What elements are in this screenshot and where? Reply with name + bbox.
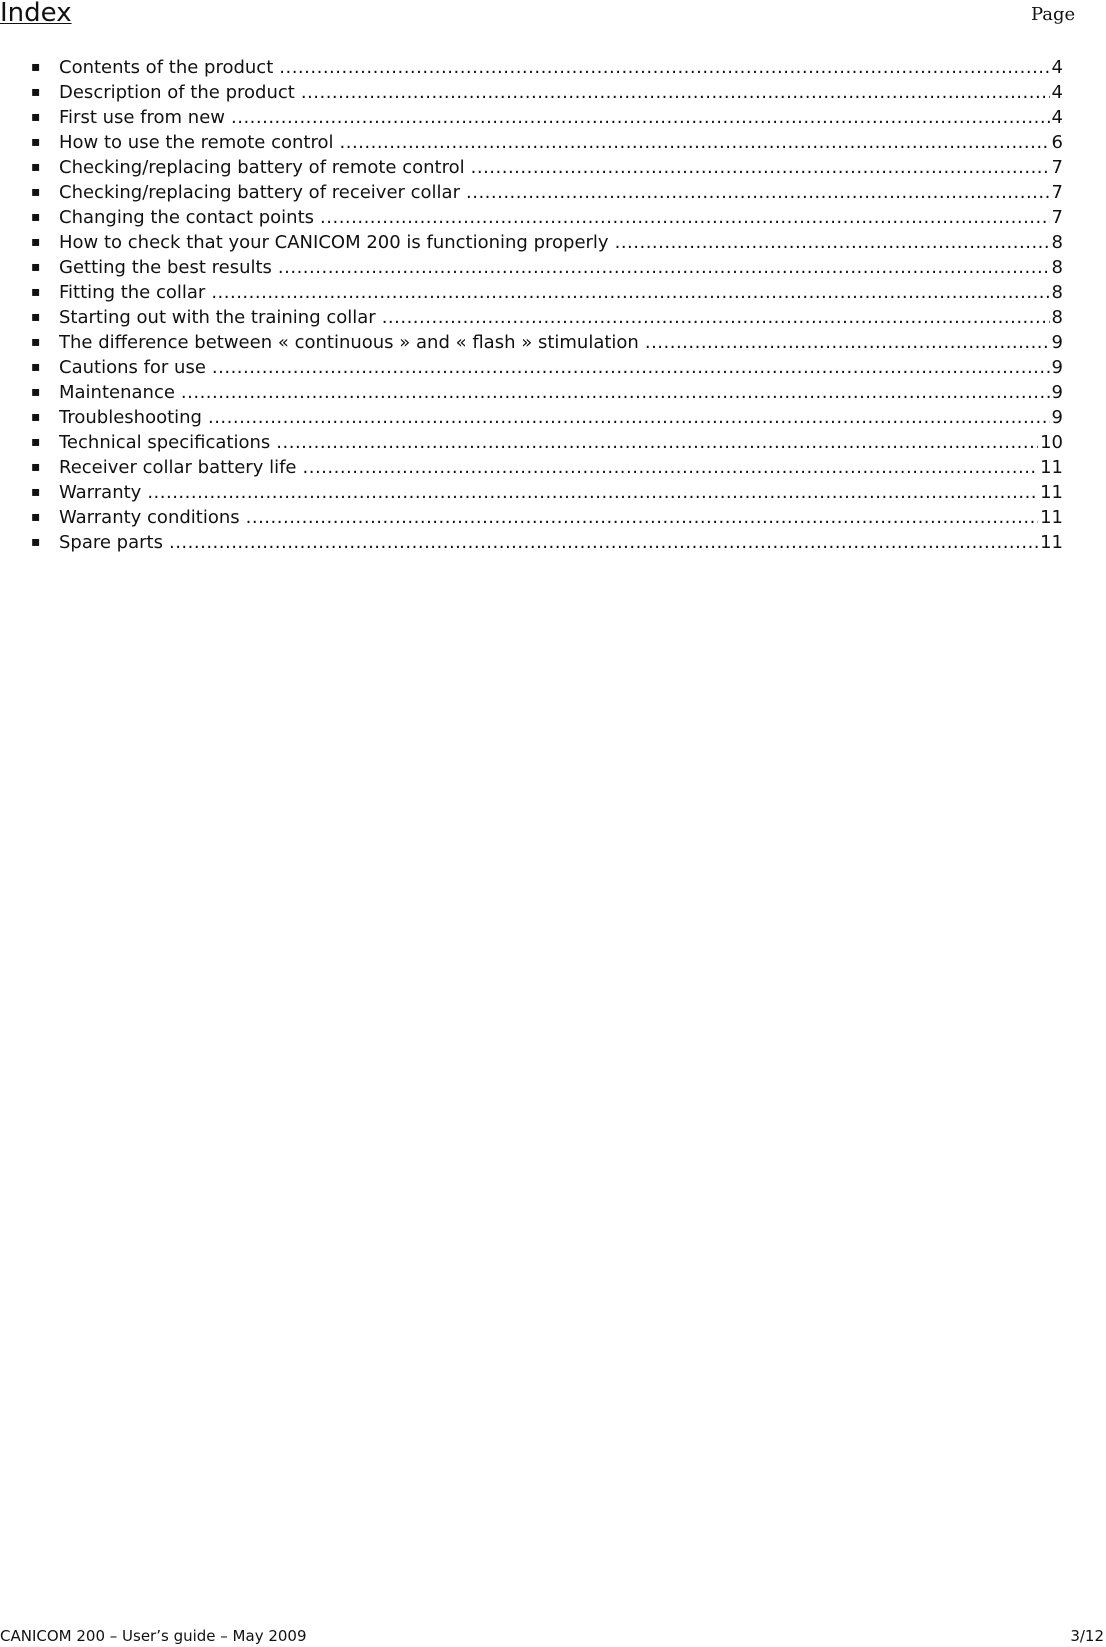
bullet-icon: ▪ xyxy=(31,434,41,450)
bullet-icon: ▪ xyxy=(31,234,41,250)
toc-entry-page[interactable]: 7 xyxy=(1051,207,1063,228)
toc-entry[interactable] xyxy=(0,505,1106,530)
bullet-icon: ▪ xyxy=(31,409,41,425)
bullet-icon: ▪ xyxy=(31,484,41,500)
toc-entry[interactable] xyxy=(0,430,1106,455)
toc-entry[interactable] xyxy=(0,380,1106,405)
toc-entry-page[interactable]: 8 xyxy=(1051,257,1063,278)
toc-entry-label[interactable]: How to use the remote control xyxy=(59,132,334,153)
dot-leader xyxy=(181,380,1050,405)
bullet-icon: ▪ xyxy=(31,534,41,550)
toc-entry[interactable] xyxy=(0,355,1106,380)
dot-leader xyxy=(466,180,1050,205)
toc-entry[interactable] xyxy=(0,530,1106,555)
toc-entry-label[interactable]: Warranty conditions xyxy=(59,507,240,528)
dot-leader xyxy=(246,505,1038,530)
toc-entry[interactable] xyxy=(0,205,1106,230)
dot-leader xyxy=(169,530,1038,555)
bullet-icon: ▪ xyxy=(31,209,41,225)
bullet-icon: ▪ xyxy=(31,359,41,375)
toc-entry[interactable] xyxy=(0,130,1106,155)
bullet-icon: ▪ xyxy=(31,284,41,300)
bullet-icon: ▪ xyxy=(31,459,41,475)
toc-entry-page[interactable]: 7 xyxy=(1051,157,1063,178)
toc-entry-label[interactable]: Cautions for use xyxy=(59,357,206,378)
toc-entry-label[interactable]: Contents of the product xyxy=(59,57,274,78)
dot-leader xyxy=(276,430,1038,455)
toc-entry[interactable] xyxy=(0,55,1106,80)
dot-leader xyxy=(212,355,1050,380)
page-column-label: Page xyxy=(1031,4,1076,25)
toc-entry-label[interactable]: Getting the best results xyxy=(59,257,272,278)
toc-entry-page[interactable]: 4 xyxy=(1051,107,1063,128)
toc-entry-label[interactable]: Troubleshooting xyxy=(59,407,202,428)
page-title: Index xyxy=(0,0,72,28)
bullet-icon: ▪ xyxy=(31,84,41,100)
toc-entry-page[interactable]: 8 xyxy=(1051,232,1063,253)
dot-leader xyxy=(340,130,1050,155)
toc-entry-page[interactable]: 11 xyxy=(1040,507,1063,528)
toc-entry[interactable] xyxy=(0,255,1106,280)
toc-entry[interactable] xyxy=(0,180,1106,205)
toc-entry-page[interactable]: 6 xyxy=(1051,132,1063,153)
dot-leader xyxy=(231,105,1050,130)
dot-leader xyxy=(279,55,1049,80)
bullet-icon: ▪ xyxy=(31,159,41,175)
toc-entry-label[interactable]: Technical specifications xyxy=(59,432,271,453)
table-of-contents xyxy=(0,55,1106,555)
dot-leader xyxy=(278,255,1050,280)
bullet-icon: ▪ xyxy=(31,384,41,400)
bullet-icon: ▪ xyxy=(31,59,41,75)
toc-entry-page[interactable]: 9 xyxy=(1051,357,1063,378)
toc-entry-page[interactable]: 8 xyxy=(1051,307,1063,328)
toc-entry-page[interactable]: 4 xyxy=(1051,57,1063,78)
footer-page-indicator: 3/12 xyxy=(1070,1627,1104,1645)
toc-entry-label[interactable]: Checking/replacing battery of remote control xyxy=(59,157,465,178)
toc-entry-page[interactable]: 9 xyxy=(1051,382,1063,403)
toc-entry[interactable] xyxy=(0,280,1106,305)
toc-entry[interactable] xyxy=(0,230,1106,255)
footer-document-line: CANICOM 200 – User’s guide – May 2009 xyxy=(0,1627,307,1645)
dot-leader xyxy=(303,455,1039,480)
page-footer xyxy=(0,1626,1106,1646)
bullet-icon: ▪ xyxy=(31,309,41,325)
toc-entry-label[interactable]: Fitting the collar xyxy=(59,282,206,303)
toc-entry-label[interactable]: The difference between « continuous » and « flash » stimulation xyxy=(59,332,639,353)
toc-entry[interactable] xyxy=(0,330,1106,355)
toc-entry-page[interactable]: 8 xyxy=(1051,282,1063,303)
toc-entry[interactable] xyxy=(0,305,1106,330)
toc-entry-page[interactable]: 9 xyxy=(1051,407,1063,428)
toc-entry-page[interactable]: 7 xyxy=(1051,182,1063,203)
toc-entry-page[interactable]: 4 xyxy=(1051,82,1063,103)
bullet-icon: ▪ xyxy=(31,334,41,350)
toc-entry-label[interactable]: Checking/replacing battery of receiver collar xyxy=(59,182,460,203)
dot-leader xyxy=(320,205,1050,230)
toc-entry[interactable] xyxy=(0,480,1106,505)
dot-leader xyxy=(615,230,1050,255)
toc-entry-label[interactable]: Maintenance xyxy=(59,382,175,403)
bullet-icon: ▪ xyxy=(31,509,41,525)
toc-entry-label[interactable]: Spare parts xyxy=(59,532,163,553)
toc-entry[interactable] xyxy=(0,455,1106,480)
dot-leader xyxy=(645,330,1050,355)
dot-leader xyxy=(382,305,1050,330)
dot-leader xyxy=(211,280,1049,305)
dot-leader xyxy=(301,80,1050,105)
toc-entry-label[interactable]: First use from new xyxy=(59,107,225,128)
toc-entry[interactable] xyxy=(0,155,1106,180)
toc-entry-label[interactable]: Changing the contact points xyxy=(59,207,315,228)
toc-entry-label[interactable]: Receiver collar battery life xyxy=(59,457,297,478)
toc-entry[interactable] xyxy=(0,105,1106,130)
dot-leader xyxy=(208,405,1050,430)
bullet-icon: ▪ xyxy=(31,259,41,275)
toc-entry-page[interactable]: 11 xyxy=(1040,532,1063,553)
toc-entry-page[interactable]: 11 xyxy=(1040,482,1063,503)
dot-leader xyxy=(147,480,1038,505)
toc-entry-page[interactable]: 11 xyxy=(1040,457,1063,478)
toc-entry-page[interactable]: 9 xyxy=(1051,332,1063,353)
toc-entry[interactable] xyxy=(0,405,1106,430)
toc-entry-label[interactable]: Warranty xyxy=(59,482,142,503)
toc-entry-label[interactable]: Starting out with the training collar xyxy=(59,307,376,328)
dot-leader xyxy=(471,155,1050,180)
bullet-icon: ▪ xyxy=(31,109,41,125)
toc-entry-label[interactable]: Description of the product xyxy=(59,82,295,103)
bullet-icon: ▪ xyxy=(31,184,41,200)
toc-entry[interactable] xyxy=(0,80,1106,105)
bullet-icon: ▪ xyxy=(31,134,41,150)
toc-entry-page[interactable]: 10 xyxy=(1040,432,1063,453)
toc-entry-label[interactable]: How to check that your CANICOM 200 is functioning properly xyxy=(59,232,609,253)
